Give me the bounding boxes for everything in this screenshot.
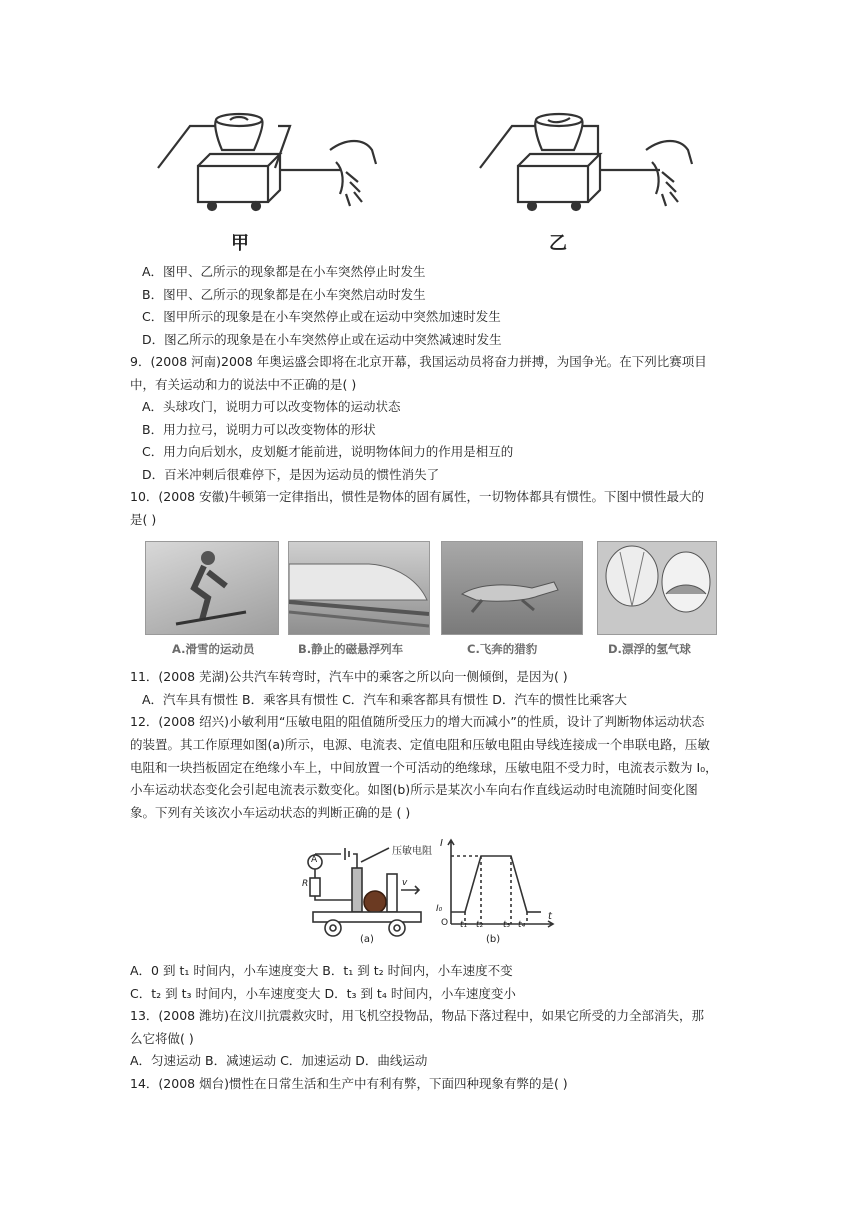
q9-stem-line1: 9．(2008 河南)2008 年奥运盛会即将在北京开幕，我国运动员将奋力拼搏，为国争光。在下列比赛项目 [130, 354, 707, 369]
q12-options-ab: A．0 到 t₁ 时间内，小车速度变大 B．t₁ 到 t₂ 时间内，小车速度不变 [130, 963, 513, 978]
q12-stem-line3: 电阻和一块挡板固定在绝缘小车上，中间放置一个可活动的绝缘球，压敏电阻不受力时，电流表示数为 I₀， [130, 760, 718, 775]
label-axis-i: I [440, 838, 443, 849]
label-t2: t₂ [476, 920, 484, 930]
q9-option-d: D．百米冲刺后很难停下，是因为运动员的惯性消失了 [142, 467, 440, 482]
q13-stem-line2: 么它将做( ) [130, 1031, 194, 1046]
caption-a-skier: A.滑雪的运动员 [172, 642, 255, 656]
q12-stem-line1: 12．(2008 绍兴)小敏利用“压敏电阻的阻值随所受压力的增大而减小”的性质，设计了判断物体运动状态 [130, 714, 705, 729]
label-origin: O [441, 918, 449, 928]
label-t3: t₃ [503, 920, 511, 930]
caption-d-balloon: D.漂浮的氢气球 [608, 642, 691, 656]
q9-option-b: B．用力拉弓，说明力可以改变物体的形状 [142, 422, 376, 437]
train-icon [289, 542, 429, 634]
label-i0: I₀ [436, 904, 443, 914]
label-varistor: 压敏电阻 [392, 846, 432, 857]
q11-stem: 11．(2008 芜湖)公共汽车转弯时，汽车中的乘客之所以向一侧倾倒，是因为( ) [130, 669, 568, 684]
q12-options-cd: C．t₂ 到 t₃ 时间内，小车速度变大 D．t₃ 到 t₄ 时间内，小车速度变小 [130, 986, 516, 1001]
q10-stem-line1: 10．(2008 安徽)牛顿第一定律指出，惯性是物体的固有属性，一切物体都具有惯性。下图中惯性最大的 [130, 489, 704, 504]
label-t4: t₄ [518, 920, 526, 930]
circuit-and-graph-figure [305, 838, 560, 950]
label-ammeter: A [311, 855, 318, 865]
q13-stem-line1: 13．(2008 潍坊)在汶川抗震救灾时，用飞机空投物品，物品下落过程中，如果它所受的力全部消失，那 [130, 1008, 704, 1023]
q11-options: A．汽车具有惯性 B．乘客具有惯性 C．汽车和乘客都具有惯性 D．汽车的惯性比乘客大 [142, 692, 627, 707]
q8-option-d: D．图乙所示的现象是在小车突然停止或在运动中突然减速时发生 [142, 332, 502, 347]
label-axis-t: t [548, 911, 552, 922]
figure-label-yi: 乙 [549, 233, 567, 254]
cheetah-icon [442, 542, 582, 634]
caption-b-maglev: B.静止的磁悬浮列车 [298, 642, 404, 656]
q9-option-c: C．用力向后划水，皮划艇才能前进，说明物体间力的作用是相互的 [142, 444, 514, 459]
q8-option-c: C．图甲所示的现象是在小车突然停止或在运动中突然加速时发生 [142, 309, 501, 324]
figure-label-jia: 甲 [231, 233, 249, 254]
q13-options: A．匀速运动 B．减速运动 C．加速运动 D．曲线运动 [130, 1053, 428, 1068]
photo-maglev-train [288, 541, 430, 635]
caption-a: (a) [360, 934, 374, 945]
q12-stem-line5: 象。下列有关该次小车运动状态的判断正确的是 ( ) [130, 805, 411, 820]
q12-stem-line4: 小车运动状态变化会引起电流表示数变化。如图(b)所示是某次小车向右作直线运动时电流随时间变化图 [130, 782, 698, 797]
q14-stem: 14．(2008 烟台)惯性在日常生活和生产中有利有弊，下面四种现象有弊的是( ) [130, 1076, 568, 1091]
q8-option-a: A．图甲、乙所示的现象都是在小车突然停止时发生 [142, 264, 426, 279]
caption-c-cheetah: C.飞奔的猎豹 [467, 642, 538, 656]
caption-b: (b) [486, 934, 501, 945]
photo-balloon [597, 541, 717, 635]
skier-icon [146, 542, 278, 634]
label-velocity: v [402, 878, 408, 888]
q8-option-b: B．图甲、乙所示的现象都是在小车突然启动时发生 [142, 287, 426, 302]
q9-stem-line2: 中，有关运动和力的说法中不正确的是( ) [130, 377, 357, 392]
q10-stem-line2: 是( ) [130, 512, 157, 527]
q12-stem-line2: 的装置。其工作原理如图(a)所示，电源、电流表、定值电阻和压敏电阻由导线连接成一个串联电路，压敏 [130, 737, 710, 752]
photo-cheetah [441, 541, 583, 635]
label-resistor: R [302, 879, 309, 889]
q9-option-a: A．头球攻门，说明力可以改变物体的运动状态 [142, 399, 401, 414]
photo-skier [145, 541, 279, 635]
balloon-icon [598, 542, 716, 634]
label-t1: t₁ [460, 920, 468, 930]
